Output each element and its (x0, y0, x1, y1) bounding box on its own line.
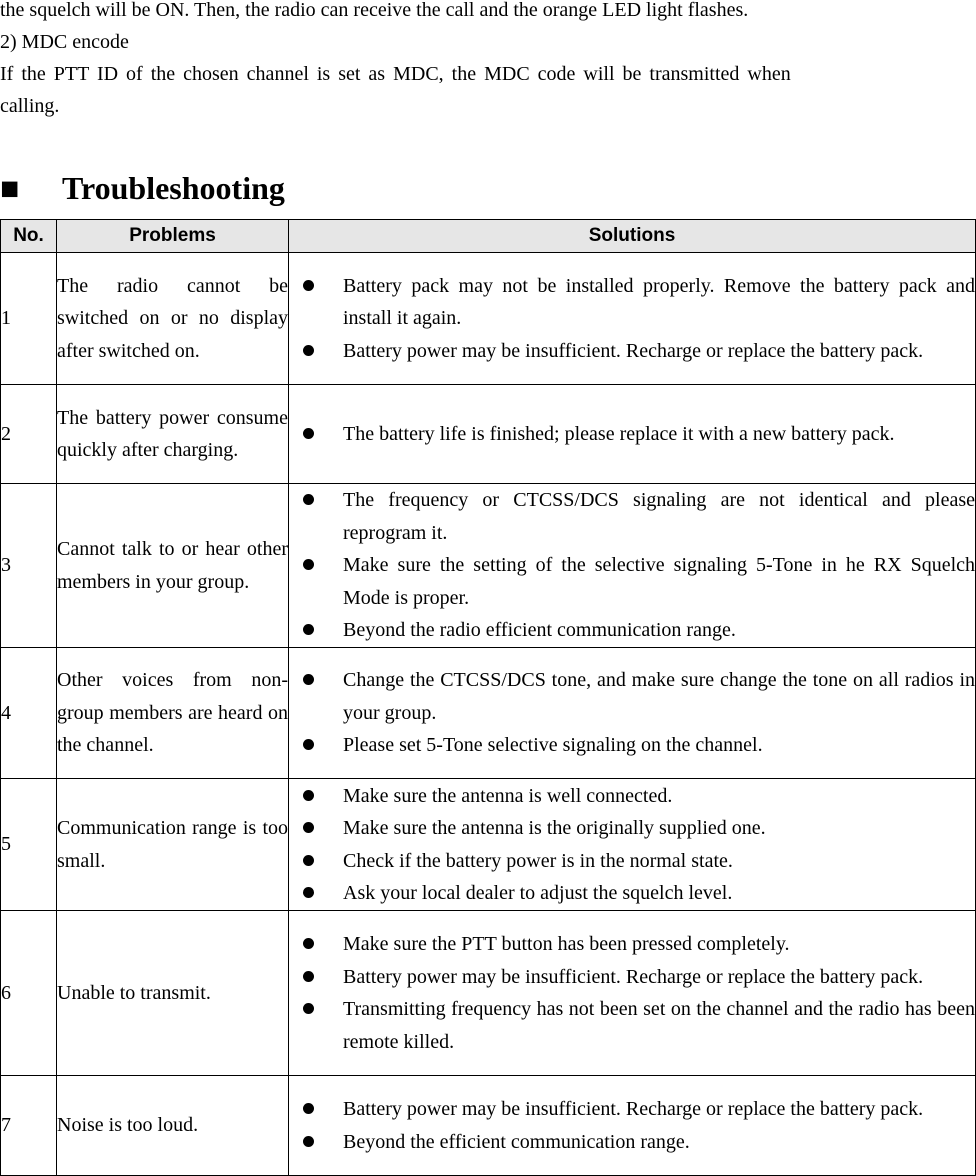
solutions-list (289, 418, 975, 451)
row-number: 2 (1, 385, 57, 484)
problem-cell: Unable to transmit. (57, 911, 289, 1076)
square-bullet-icon: ■ (0, 170, 20, 206)
table-row (1, 779, 976, 911)
row-number: 4 (1, 648, 57, 779)
solution-item: Battery power may be insufficient. Recharge or replace the battery pack. (289, 1093, 975, 1126)
solutions-list (289, 270, 975, 368)
table-row (1, 648, 976, 779)
solutions-cell (289, 484, 976, 648)
section-title: Troubleshooting (62, 170, 285, 206)
solutions-list (289, 1093, 975, 1158)
solution-item: Beyond the efficient communication range. (289, 1126, 975, 1159)
row-number: 3 (1, 484, 57, 648)
row-number: 1 (1, 253, 57, 385)
intro-line-3: If the PTT ID of the chosen channel is set as MDC, the MDC code will be transmitted when (0, 63, 791, 85)
solution-item: Ask your local dealer to adjust the squelch level. (289, 877, 975, 910)
table-header-row (1, 220, 976, 253)
solution-item: Make sure the antenna is well connected. (289, 780, 975, 813)
row-number: 7 (1, 1076, 57, 1176)
header-no: No. (1, 220, 57, 253)
problem-cell: The battery power consume quickly after charging. (57, 385, 289, 484)
solutions-cell (289, 779, 976, 911)
header-solutions: Solutions (289, 220, 976, 253)
solution-item: Make sure the setting of the selective signaling 5-Tone in he RX Squelch Mode is proper. (289, 549, 975, 614)
problem-cell: Other voices from non-group members are heard on the channel. (57, 648, 289, 779)
troubleshooting-table (0, 219, 976, 1176)
solution-item: The frequency or CTCSS/DCS signaling are not identical and please reprogram it. (289, 484, 975, 549)
solution-item: The battery life is finished; please replace it with a new battery pack. (289, 418, 975, 451)
solutions-cell (289, 648, 976, 779)
problem-cell: Cannot talk to or hear other members in your group. (57, 484, 289, 648)
table-row (1, 911, 976, 1076)
solution-item: Make sure the antenna is the originally supplied one. (289, 812, 975, 845)
solutions-cell (289, 911, 976, 1076)
solution-item: Battery power may be insufficient. Recharge or replace the battery pack. (289, 961, 975, 994)
table-row (1, 1076, 976, 1176)
problem-cell: Communication range is too small. (57, 779, 289, 911)
intro-line-4: calling. (0, 95, 60, 117)
solutions-list (289, 928, 975, 1058)
problem-cell: The radio cannot be switched on or no display after switched on. (57, 253, 289, 385)
solution-item: Battery pack may not be installed properly. Remove the battery pack and install it again. (289, 270, 975, 335)
table-row (1, 253, 976, 385)
intro-line-2: 2) MDC encode (0, 31, 129, 53)
table-row (1, 385, 976, 484)
solution-item: Check if the battery power is in the normal state. (289, 845, 975, 878)
solutions-cell (289, 1076, 976, 1176)
row-number: 6 (1, 911, 57, 1076)
solution-item: Transmitting frequency has not been set on the channel and the radio has been remote killed. (289, 993, 975, 1058)
section-heading (0, 166, 285, 210)
solution-item: Battery power may be insufficient. Recharge or replace the battery pack. (289, 335, 975, 368)
solutions-cell (289, 385, 976, 484)
solutions-cell (289, 253, 976, 385)
solution-item: Please set 5-Tone selective signaling on the channel. (289, 729, 975, 762)
solution-item: Beyond the radio efficient communication range. (289, 614, 975, 647)
solutions-list (289, 780, 975, 910)
row-number: 5 (1, 779, 57, 911)
solutions-list (289, 484, 975, 647)
intro-line-1: the squelch will be ON. Then, the radio can receive the call and the orange LED light flashes. (0, 0, 749, 21)
solutions-list (289, 664, 975, 762)
solution-item: Make sure the PTT button has been pressed completely. (289, 928, 975, 961)
table-row (1, 484, 976, 648)
solution-item: Change the CTCSS/DCS tone, and make sure change the tone on all radios in your group. (289, 664, 975, 729)
problem-cell: Noise is too loud. (57, 1076, 289, 1176)
header-problems: Problems (57, 220, 289, 253)
